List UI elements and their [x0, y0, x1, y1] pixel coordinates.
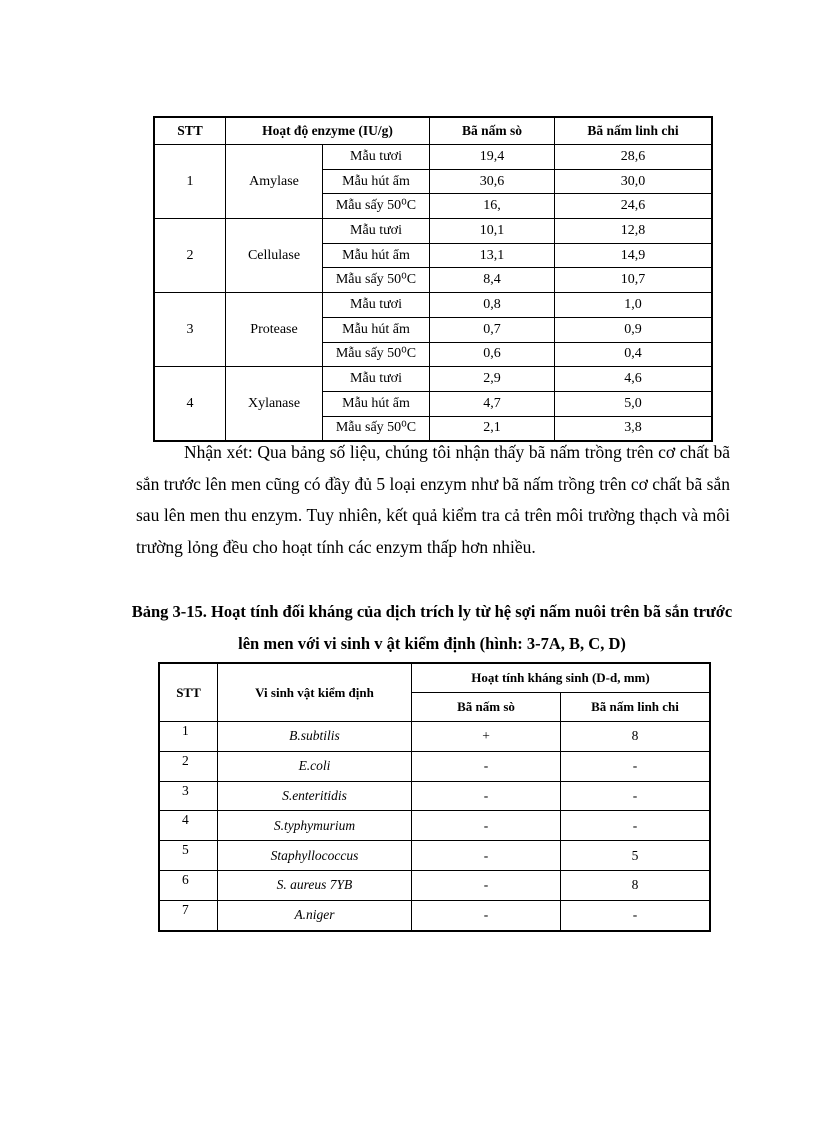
ba-nam-so-value: -: [412, 781, 561, 811]
header-organism: Vi sinh vật kiểm định: [218, 663, 412, 722]
ba-nam-linh-chi-value: 5,0: [555, 391, 713, 416]
enzyme-name-cell: Amylase: [226, 145, 323, 219]
sample-cell: Mẫu sấy 50⁰C: [323, 268, 430, 293]
organism-cell: Staphyllococcus: [218, 841, 412, 871]
ba-nam-linh-chi-value: -: [561, 751, 711, 781]
ba-nam-linh-chi-value: -: [561, 781, 711, 811]
sample-cell: Mẫu hút ẩm: [323, 169, 430, 194]
table-row: [154, 293, 712, 318]
header-ba-nam-linh-chi: Bã nấm linh chi: [561, 693, 711, 722]
sample-cell: Mẫu sấy 50⁰C: [323, 416, 430, 441]
ba-nam-so-value: 4,7: [430, 391, 555, 416]
ba-nam-so-value: -: [412, 841, 561, 871]
table-header-row: [154, 117, 712, 145]
stt-cell: 5: [159, 841, 218, 871]
ba-nam-linh-chi-value: 14,9: [555, 243, 713, 268]
stt-cell: 2: [154, 219, 226, 293]
sample-cell: Mẫu tươi: [323, 293, 430, 318]
sample-cell: Mẫu hút ẩm: [323, 391, 430, 416]
ba-nam-linh-chi-value: 28,6: [555, 145, 713, 170]
organism-cell: E.coli: [218, 751, 412, 781]
ba-nam-linh-chi-value: 24,6: [555, 194, 713, 219]
sample-cell: Mẫu sấy 50⁰C: [323, 342, 430, 367]
stt-cell: 4: [159, 811, 218, 841]
ba-nam-so-value: 0,8: [430, 293, 555, 318]
organism-cell: B.subtilis: [218, 722, 412, 752]
ba-nam-linh-chi-value: 3,8: [555, 416, 713, 441]
stt-cell: 6: [159, 870, 218, 900]
table-header-row: [159, 663, 710, 693]
sample-cell: Mẫu tươi: [323, 219, 430, 244]
table-row: [159, 751, 710, 781]
table-row: [159, 722, 710, 752]
stt-cell: 3: [159, 781, 218, 811]
ba-nam-linh-chi-value: 8: [561, 722, 711, 752]
ba-nam-so-value: 30,6: [430, 169, 555, 194]
sample-cell: Mẫu tươi: [323, 367, 430, 392]
ba-nam-linh-chi-value: -: [561, 811, 711, 841]
ba-nam-so-value: 2,9: [430, 367, 555, 392]
ba-nam-so-value: +: [412, 722, 561, 752]
table-row: [154, 219, 712, 244]
table-caption: Bảng 3-15. Hoạt tính đối kháng của dịch trích ly từ hệ sợi nấm nuôi trên bã sắn trước lên men với vi sinh v ật kiểm định (hình: 3-7A, B, C, D): [131, 602, 733, 653]
ba-nam-linh-chi-value: 4,6: [555, 367, 713, 392]
table-row: [154, 367, 712, 392]
table-row: [159, 841, 710, 871]
antagonistic-activity-table: [158, 662, 711, 932]
ba-nam-so-value: 2,1: [430, 416, 555, 441]
ba-nam-so-value: 13,1: [430, 243, 555, 268]
header-stt: STT: [154, 117, 226, 145]
table-row: [159, 900, 710, 930]
header-ba-nam-linh-chi: Bã nấm linh chi: [555, 117, 713, 145]
stt-cell: 3: [154, 293, 226, 367]
ba-nam-so-value: -: [412, 751, 561, 781]
header-enzyme-activity: Hoạt độ enzyme (IU/g): [226, 117, 430, 145]
stt-cell: 2: [159, 751, 218, 781]
sample-cell: Mẫu hút ẩm: [323, 317, 430, 342]
ba-nam-so-value: 0,6: [430, 342, 555, 367]
header-ba-nam-so: Bã nấm sò: [412, 693, 561, 722]
enzyme-name-cell: Protease: [226, 293, 323, 367]
organism-cell: S.typhymurium: [218, 811, 412, 841]
table-row: [159, 781, 710, 811]
stt-cell: 7: [159, 900, 218, 930]
ba-nam-so-value: 19,4: [430, 145, 555, 170]
header-ba-nam-so: Bã nấm sò: [430, 117, 555, 145]
organism-cell: S.enteritidis: [218, 781, 412, 811]
sample-cell: Mẫu tươi: [323, 145, 430, 170]
ba-nam-linh-chi-value: 8: [561, 870, 711, 900]
ba-nam-so-value: 16,: [430, 194, 555, 219]
ba-nam-so-value: -: [412, 900, 561, 930]
ba-nam-linh-chi-value: 0,4: [555, 342, 713, 367]
ba-nam-so-value: -: [412, 811, 561, 841]
table-row: [154, 145, 712, 170]
header-antibiotic-activity: Hoạt tính kháng sinh (D-d, mm): [412, 663, 711, 693]
table-row: [159, 870, 710, 900]
ba-nam-linh-chi-value: 5: [561, 841, 711, 871]
ba-nam-linh-chi-value: 10,7: [555, 268, 713, 293]
ba-nam-linh-chi-value: -: [561, 900, 711, 930]
organism-cell: A.niger: [218, 900, 412, 930]
observation-text: Nhận xét: Qua bảng số liệu, chúng tôi nhận thấy bã nấm trồng trên cơ chất bã sắn trước lên men cũng có đầy đủ 5 loại enzym như bã nấm trồng trên cơ chất bã sắn sau lên men thu enzym. Tuy nhiên, kết quả kiểm tra cả trên môi trường thạch và môi trường lỏng đều cho hoạt tính các enzym thấp hơn nhiều.: [136, 442, 730, 557]
ba-nam-so-value: 10,1: [430, 219, 555, 244]
enzyme-name-cell: Cellulase: [226, 219, 323, 293]
enzyme-activity-table: [153, 116, 713, 442]
sample-cell: Mẫu hút ẩm: [323, 243, 430, 268]
stt-cell: 1: [154, 145, 226, 219]
stt-cell: 1: [159, 722, 218, 752]
ba-nam-so-value: 8,4: [430, 268, 555, 293]
enzyme-name-cell: Xylanase: [226, 367, 323, 442]
observation-paragraph: [136, 437, 730, 563]
ba-nam-linh-chi-value: 12,8: [555, 219, 713, 244]
ba-nam-linh-chi-value: 0,9: [555, 317, 713, 342]
header-stt: STT: [159, 663, 218, 722]
ba-nam-so-value: 0,7: [430, 317, 555, 342]
sample-cell: Mẫu sấy 50⁰C: [323, 194, 430, 219]
stt-cell: 4: [154, 367, 226, 442]
ba-nam-linh-chi-value: 1,0: [555, 293, 713, 318]
ba-nam-linh-chi-value: 30,0: [555, 169, 713, 194]
table-row: [159, 811, 710, 841]
ba-nam-so-value: -: [412, 870, 561, 900]
organism-cell: S. aureus 7YB: [218, 870, 412, 900]
